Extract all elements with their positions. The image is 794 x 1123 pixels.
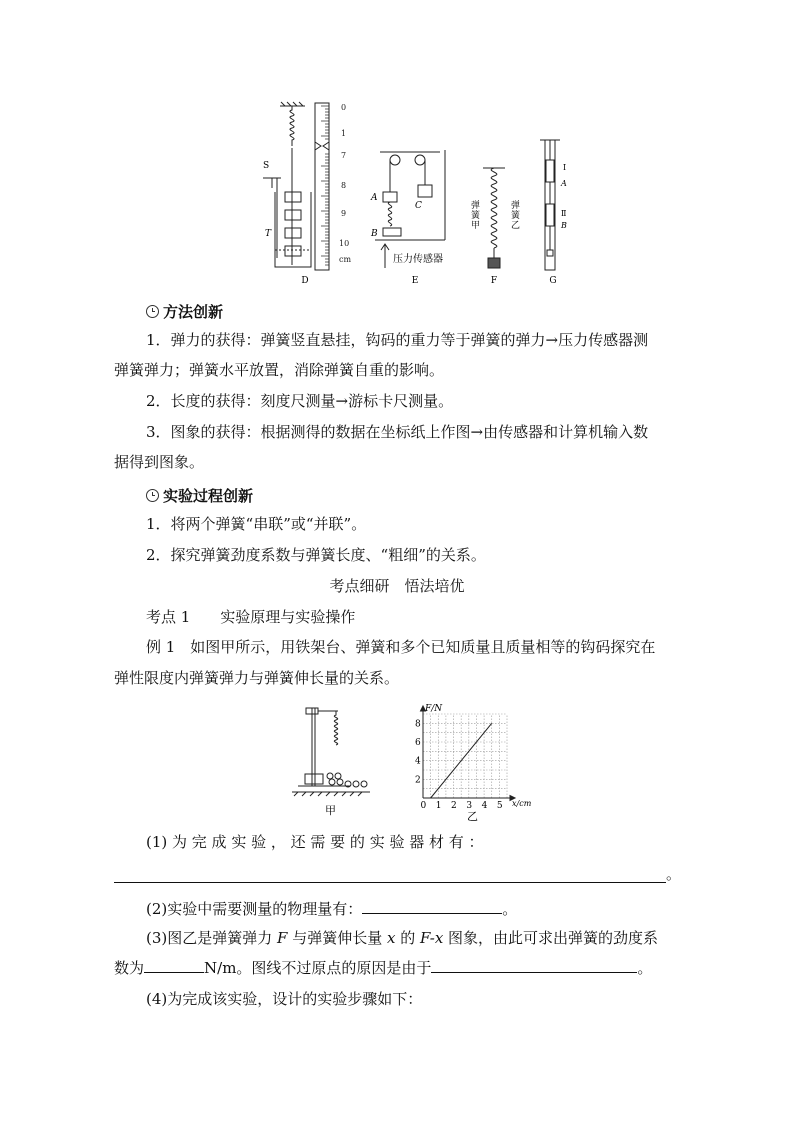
method-item: 据得到图象。 <box>114 453 205 471</box>
clock-icon <box>146 489 159 502</box>
caption-d: D <box>301 276 309 286</box>
q3-end: 。 <box>637 959 653 977</box>
y-tick-label: 6 <box>415 738 421 748</box>
ruler-labels <box>339 103 351 264</box>
figure-jia <box>290 702 380 822</box>
ruler-label: 0 <box>341 103 347 112</box>
label-point-b: B <box>561 221 567 230</box>
caption-yi: 乙 <box>467 810 478 822</box>
ruler-d <box>315 103 329 270</box>
question-1 <box>146 832 684 852</box>
q3-text: (3)图乙是弹簧弹力 <box>146 929 278 947</box>
label-s: S <box>263 161 270 171</box>
label-point-a: A <box>561 179 567 188</box>
process-item: 1．将两个弹簧“串联”或“并联”。 <box>146 515 367 533</box>
q3-blank-k[interactable] <box>144 958 204 973</box>
q1-text: (1) 为 完 成 实 验 ， 还 需 要 的 实 验 器 材 有 ： <box>146 833 484 851</box>
label-spring-jia: 弹 <box>471 201 481 211</box>
x-axis-label: x/cm <box>512 799 532 808</box>
label-t: T <box>265 229 272 239</box>
section-method-heading <box>146 301 223 322</box>
q3-text: 与弹簧伸长量 <box>287 929 387 947</box>
label-a: A <box>371 193 378 203</box>
center-heading: 考点细研 悟法培优 <box>329 577 465 595</box>
x-tick-label: 1 <box>435 801 442 811</box>
section-process-title: 实验过程创新 <box>163 487 254 505</box>
siphon-d <box>263 178 281 258</box>
label-c: C <box>415 201 422 211</box>
x-tick-label: 0 <box>420 801 427 811</box>
ruler-label: 9 <box>341 209 347 218</box>
label-spring-2: Ⅱ <box>561 209 567 218</box>
example-text: 例 1 如图甲所示，用铁架台、弹簧和多个已知质量且质量相等的钩码探究在 <box>146 638 656 656</box>
example-text: 弹性限度内弹簧弹力与弹簧伸长量的关系。 <box>114 669 400 687</box>
y-tick-label: 2 <box>415 775 421 786</box>
q1-end: 。 <box>666 865 682 883</box>
section-process-heading <box>146 485 253 506</box>
x-tick-label: 5 <box>496 801 503 811</box>
label-spring-yi: 弹 <box>511 201 521 211</box>
ruler-label: 7 <box>341 151 347 160</box>
q3-text: N/m。图线不过原点的原因是由于 <box>204 959 432 977</box>
section-method-title: 方法创新 <box>163 303 224 321</box>
apparatus-figure <box>255 100 575 290</box>
q3-blank-reason[interactable] <box>431 958 637 973</box>
caption-jia: 甲 <box>325 804 336 817</box>
method-item: 弹簧弹力；弹簧水平放置，消除弹簧自重的影响。 <box>114 361 445 379</box>
label-spring-jia: 甲 <box>471 221 481 231</box>
caption-g: G <box>549 276 557 286</box>
process-item: 2．探究弹簧劲度系数与弹簧长度、“粗细”的关系。 <box>146 546 486 564</box>
clock-icon <box>146 305 159 318</box>
label-spring-1: Ⅰ <box>563 163 567 172</box>
x-tick-label: 3 <box>466 801 473 811</box>
ruler-label: 10 <box>339 239 350 248</box>
q2-end: 。 <box>502 900 518 918</box>
x-tick-label: 2 <box>451 801 457 811</box>
method-item: 3．图象的获得：根据测得的数据在坐标纸上作图→由传感器和计算机输入数 <box>146 423 649 441</box>
ruler-label: cm <box>339 255 352 264</box>
q3-text: 数为 <box>114 959 145 977</box>
y-tick-label: 4 <box>415 756 421 767</box>
kaodian-heading: 考点 1 实验原理与实验操作 <box>146 608 356 626</box>
ruler-label: 1 <box>341 129 347 138</box>
ruler-label: 8 <box>341 181 347 190</box>
q3-var-fx: F-x <box>420 929 444 947</box>
q3-var-x: x <box>387 929 396 947</box>
label-spring-yi: 簧 <box>511 211 521 221</box>
caption-f: F <box>490 276 498 286</box>
chart-yi <box>405 702 545 822</box>
label-spring-jia: 簧 <box>471 211 481 221</box>
q2-text: (2)实验中需要测量的物理量有： <box>146 900 363 918</box>
method-item: 1．弹力的获得：弹簧竖直悬挂，钩码的重力等于弹簧的弹力→压力传感器测 <box>146 331 649 349</box>
y-tick-label: 8 <box>415 719 421 730</box>
label-b: B <box>371 229 378 239</box>
x-tick-label: 4 <box>481 801 488 811</box>
y-axis-label: F/N <box>425 704 443 714</box>
label-spring-yi: 乙 <box>511 221 521 231</box>
question-3-line2 <box>114 958 684 978</box>
q2-blank[interactable] <box>362 899 502 914</box>
question-3 <box>146 928 716 948</box>
q3-text: 图象，由此可求出弹簧的劲度系 <box>443 929 659 947</box>
question-4: (4)为完成该实验，设计的实验步骤如下： <box>146 990 423 1008</box>
method-item: 2．长度的获得：刻度尺测量→游标卡尺测量。 <box>146 392 454 410</box>
spring-d <box>290 106 294 146</box>
label-pressure-sensor: 压力传感器 <box>393 254 443 265</box>
q3-text: 的 <box>395 929 421 947</box>
q3-var-f: F <box>277 929 288 947</box>
question-2 <box>146 899 716 919</box>
caption-e: E <box>411 276 419 286</box>
q1-blank[interactable] <box>114 866 666 883</box>
